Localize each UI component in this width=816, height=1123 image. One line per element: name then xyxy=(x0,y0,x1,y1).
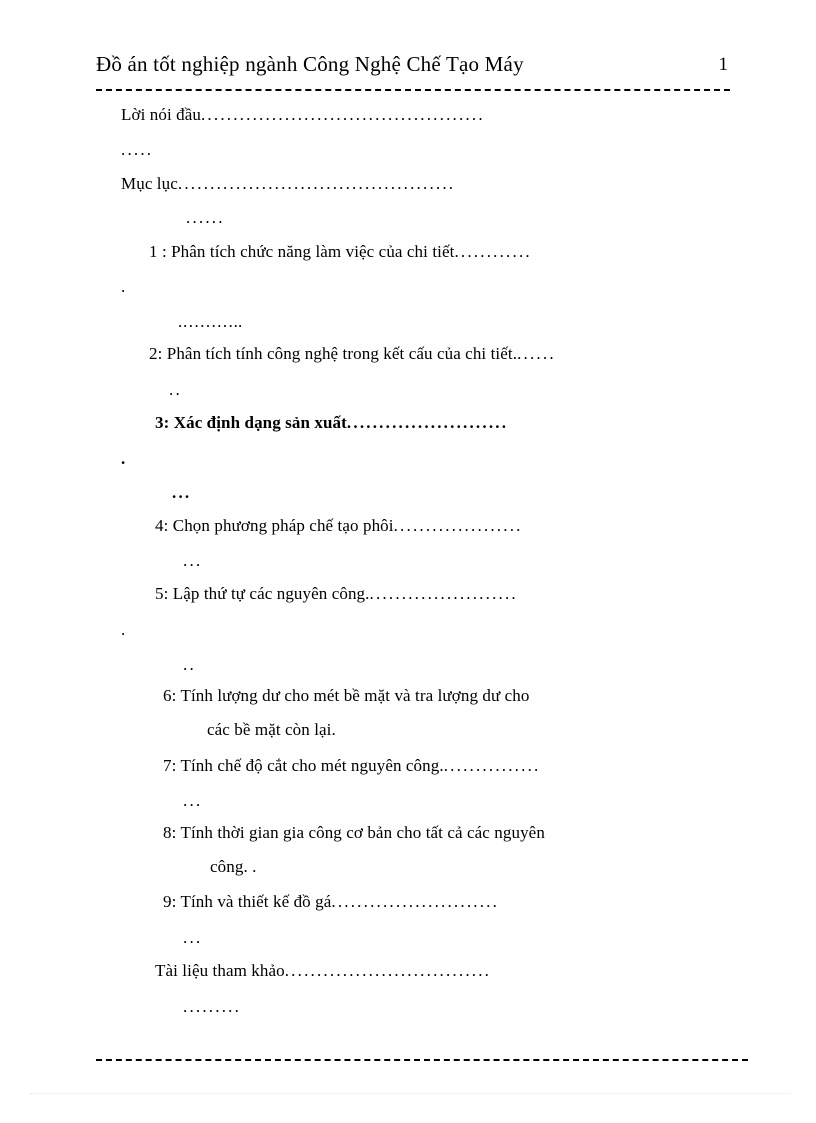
dot-leader: .. xyxy=(169,380,182,399)
toc-entry-continuation xyxy=(172,483,191,503)
toc-entry-8-continuation xyxy=(210,857,257,877)
dot-leader: ... xyxy=(183,791,203,810)
footer-divider xyxy=(96,1059,748,1061)
dot-leader: . xyxy=(121,277,128,296)
toc-entry-continuation xyxy=(178,312,242,332)
toc-entry-continuation xyxy=(183,928,202,948)
dot-leader: ............... xyxy=(443,756,541,775)
toc-entry-continuation xyxy=(121,449,127,469)
toc-entry-label: 1 : Phân tích chức năng làm việc của chi tiết xyxy=(149,242,455,261)
dot-leader: ..... xyxy=(121,140,154,159)
toc-entry-continuation xyxy=(183,791,202,811)
dot-leader: ...... xyxy=(186,208,225,227)
dot-leader: ...... xyxy=(517,344,556,363)
toc-entry-7 xyxy=(163,756,540,776)
toc-entry-3 xyxy=(155,413,508,433)
toc-entry-continuation xyxy=(121,277,127,297)
toc-entry-continuation xyxy=(169,380,182,400)
dot-leader: .......................... xyxy=(331,892,500,911)
toc-entry-preface xyxy=(121,105,485,125)
toc-entry-continuation xyxy=(183,655,196,675)
toc-entry-continuation xyxy=(183,551,202,571)
toc-entry-continuation xyxy=(121,140,153,160)
toc-entry-continuation xyxy=(121,620,127,640)
toc-entry-label: Lời nói đầu xyxy=(121,105,201,124)
dot-leader: ............................................ xyxy=(200,105,485,124)
toc-entry-contents xyxy=(121,174,455,194)
toc-entry-label: công. . xyxy=(210,857,257,876)
page-edge-line xyxy=(30,1093,790,1094)
toc-entry-2 xyxy=(149,344,556,364)
dot-leader: ........................................... xyxy=(177,174,456,193)
dot-leader: ............ xyxy=(454,242,532,261)
header-divider xyxy=(96,89,730,91)
dot-leader: .. xyxy=(183,655,196,674)
toc-entry-5 xyxy=(155,584,518,604)
page-number: 1 xyxy=(718,54,728,75)
toc-entry-label: các bề mặt còn lại. xyxy=(207,720,336,739)
dot-leader: . xyxy=(121,620,128,639)
toc-entry-8 xyxy=(163,823,545,843)
toc-entry-9 xyxy=(163,892,499,912)
page-header xyxy=(96,52,730,80)
dot-leader: ................................ xyxy=(284,961,492,980)
toc-entry-4 xyxy=(155,516,523,536)
dot-leader: .................... xyxy=(393,516,523,535)
dot-leader: . xyxy=(121,449,128,468)
toc-entry-continuation xyxy=(183,997,241,1017)
dot-leader: ... xyxy=(183,928,203,947)
toc-entry-1 xyxy=(149,242,532,262)
toc-entry-label: 6: Tính lượng dư cho mét bề mặt và tra lượng dư cho xyxy=(163,686,530,705)
toc-entry-label: 8: Tính thời gian gia công cơ bản cho tất cả các nguyên xyxy=(163,823,545,842)
toc-entry-label: Mục lục xyxy=(121,174,178,193)
toc-entry-references xyxy=(155,961,491,981)
dot-leader: ....................... xyxy=(369,584,518,603)
dot-leader: ......... xyxy=(183,997,242,1016)
toc-entry-label: 4: Chọn phương pháp chế tạo phôi xyxy=(155,516,394,535)
dot-leader: .……….. xyxy=(178,312,243,331)
toc-entry-label: 9: Tính và thiết kế đồ gá xyxy=(163,892,332,911)
dot-leader: ... xyxy=(172,483,192,502)
toc-entry-label: 7: Tính chế độ cắt cho mét nguyên công. xyxy=(163,756,444,775)
toc-entry-label: 5: Lập thứ tự các nguyên công. xyxy=(155,584,370,603)
toc-entry-6-continuation xyxy=(207,720,336,740)
dot-leader: ......................... xyxy=(346,413,509,432)
toc-entry-label: 3: Xác định dạng sản xuất xyxy=(155,413,347,432)
toc-entry-6 xyxy=(163,686,530,706)
document-title: Đồ án tốt nghiệp ngành Công Nghệ Chế Tạo Máy xyxy=(96,52,524,76)
dot-leader: ... xyxy=(183,551,203,570)
toc-entry-continuation xyxy=(186,208,225,228)
toc-entry-label: Tài liệu tham khảo xyxy=(155,961,285,980)
toc-entry-label: 2: Phân tích tính công nghệ trong kết cấu của chi tiết. xyxy=(149,344,518,363)
